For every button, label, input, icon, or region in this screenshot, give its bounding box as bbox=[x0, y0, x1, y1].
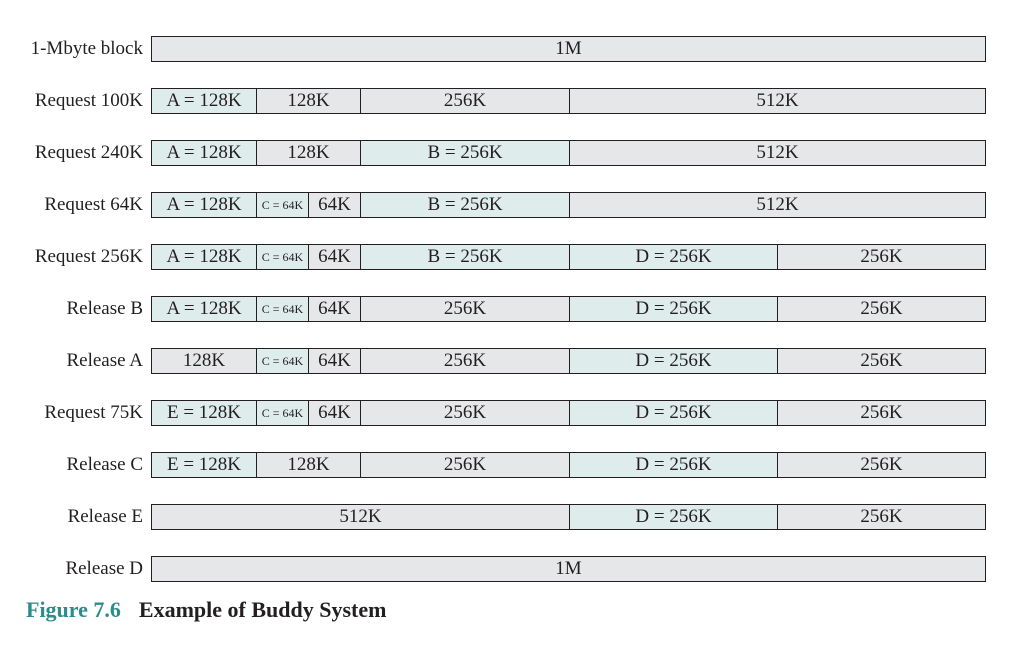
free-block: 512K bbox=[569, 141, 985, 165]
memory-row bbox=[0, 244, 1024, 270]
memory-row bbox=[0, 400, 1024, 426]
figure-number: Figure 7.6 bbox=[26, 597, 121, 622]
row-label: Release C bbox=[66, 454, 143, 475]
memory-bar bbox=[151, 296, 986, 322]
free-block: 256K bbox=[360, 453, 569, 477]
row-label: Release D bbox=[65, 558, 143, 579]
row-label: Release B bbox=[66, 298, 143, 319]
allocated-block: D = 256K bbox=[569, 297, 777, 321]
free-block: 256K bbox=[360, 89, 569, 113]
figure-caption bbox=[26, 597, 386, 623]
memory-bar bbox=[151, 400, 986, 426]
row-label: 1-Mbyte block bbox=[30, 38, 143, 59]
allocated-block: A = 128K bbox=[152, 245, 256, 269]
memory-bar bbox=[151, 36, 986, 62]
memory-bar bbox=[151, 244, 986, 270]
row-label: Release E bbox=[67, 506, 143, 527]
memory-bar bbox=[151, 504, 986, 530]
memory-bar bbox=[151, 140, 986, 166]
free-block: 256K bbox=[777, 245, 985, 269]
free-block: 512K bbox=[569, 89, 985, 113]
allocated-block: B = 256K bbox=[360, 193, 569, 217]
free-block: 128K bbox=[256, 453, 360, 477]
allocated-block: C = 64K bbox=[256, 401, 308, 425]
allocated-block: B = 256K bbox=[360, 141, 569, 165]
allocated-block: E = 128K bbox=[152, 401, 256, 425]
memory-row bbox=[0, 140, 1024, 166]
memory-bar bbox=[151, 348, 986, 374]
allocated-block: D = 256K bbox=[569, 245, 777, 269]
free-block: 512K bbox=[569, 193, 985, 217]
free-block: 256K bbox=[360, 349, 569, 373]
free-block: 256K bbox=[360, 401, 569, 425]
allocated-block: D = 256K bbox=[569, 505, 777, 529]
free-block: 1M bbox=[555, 558, 582, 579]
free-block: 256K bbox=[360, 297, 569, 321]
row-label: Request 75K bbox=[44, 402, 143, 423]
free-block: 256K bbox=[777, 297, 985, 321]
memory-row bbox=[0, 36, 1024, 62]
row-label: Request 100K bbox=[34, 90, 143, 111]
allocated-block: D = 256K bbox=[569, 349, 777, 373]
free-block: 64K bbox=[308, 349, 360, 373]
free-block: 128K bbox=[256, 141, 360, 165]
allocated-block: A = 128K bbox=[152, 193, 256, 217]
allocated-block: A = 128K bbox=[152, 141, 256, 165]
row-label: Request 240K bbox=[34, 142, 143, 163]
memory-row bbox=[0, 348, 1024, 374]
allocated-block: C = 64K bbox=[256, 245, 308, 269]
memory-bar bbox=[151, 452, 986, 478]
free-block: 128K bbox=[256, 89, 360, 113]
allocated-block: D = 256K bbox=[569, 401, 777, 425]
allocated-block: C = 64K bbox=[256, 349, 308, 373]
free-block: 64K bbox=[308, 401, 360, 425]
allocated-block: A = 128K bbox=[152, 297, 256, 321]
free-block: 64K bbox=[308, 245, 360, 269]
free-block: 1M bbox=[555, 38, 582, 59]
free-block: 256K bbox=[777, 401, 985, 425]
free-block: 64K bbox=[308, 193, 360, 217]
memory-row bbox=[0, 556, 1024, 582]
memory-bar bbox=[151, 88, 986, 114]
row-label: Release A bbox=[66, 350, 143, 371]
memory-row bbox=[0, 452, 1024, 478]
memory-bar bbox=[151, 192, 986, 218]
memory-row bbox=[0, 504, 1024, 530]
allocated-block: C = 64K bbox=[256, 297, 308, 321]
memory-row bbox=[0, 88, 1024, 114]
free-block: 256K bbox=[777, 453, 985, 477]
memory-row bbox=[0, 296, 1024, 322]
free-block: 128K bbox=[182, 350, 226, 371]
allocated-block: A = 128K bbox=[152, 89, 256, 113]
allocated-block: C = 64K bbox=[256, 193, 308, 217]
allocated-block: E = 128K bbox=[152, 453, 256, 477]
allocated-block: D = 256K bbox=[569, 453, 777, 477]
free-block: 256K bbox=[777, 505, 985, 529]
figure-title: Example of Buddy System bbox=[138, 597, 387, 622]
memory-bar bbox=[151, 556, 986, 582]
memory-row bbox=[0, 192, 1024, 218]
row-label: Request 256K bbox=[34, 246, 143, 267]
free-block: 64K bbox=[308, 297, 360, 321]
allocated-block: B = 256K bbox=[360, 245, 569, 269]
row-label: Request 64K bbox=[44, 194, 143, 215]
free-block: 256K bbox=[777, 349, 985, 373]
free-block: 512K bbox=[339, 506, 382, 527]
